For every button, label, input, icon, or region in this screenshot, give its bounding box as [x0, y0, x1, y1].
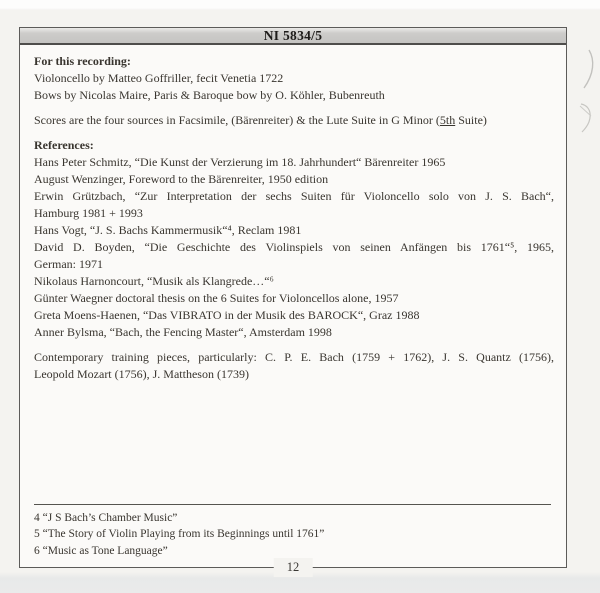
catalog-number-bar [20, 28, 566, 45]
reference-item: Hans Vogt, “J. S. Bachs Kammermusik“⁴, Reclam 1981 [34, 223, 302, 237]
reference-item: Anner Bylsma, “Bach, the Fencing Master“, Amsterdam 1998 [34, 325, 332, 339]
page-content [20, 45, 566, 383]
reference-item: Greta Moens-Haenen, “Das VIBRATO in der Musik des BAROCK“, Graz 1988 [34, 308, 420, 322]
reference-item: Günter Waegner doctoral thesis on the 6 Suites for Violoncellos alone, 1957 [34, 291, 399, 305]
reference-item-continuation: German: 1971 [34, 257, 103, 271]
reference-item: Nikolaus Harnoncourt, “Musik als Klangrede…“⁶ [34, 274, 274, 288]
catalog-number: NI 5834/5 [263, 28, 323, 43]
recording-line: Violoncello by Matteo Goffriller, fecit Venetia 1722 [34, 71, 284, 85]
scores-text-pre: Scores are the four sources in Facsimile, (Bärenreiter) & the Lute Suite in G Minor ( [34, 113, 440, 127]
training-pieces-section [34, 349, 554, 383]
footnote: 6 “Music as Tone Language” [34, 544, 168, 557]
training-pieces-line: Contemporary training pieces, particularly: C. P. E. Bach (1759 + 1762), J. S. Quantz (1756), [34, 350, 554, 364]
footnotes-section [34, 504, 556, 560]
page-number: 12 [274, 558, 313, 577]
scores-line [34, 112, 554, 129]
reference-item: August Wenzinger, Foreword to the Bärenreiter, 1950 edition [34, 172, 329, 186]
footnote-separator-rule [34, 504, 551, 505]
reference-item-continuation: Hamburg 1981 + 1993 [34, 206, 143, 220]
recording-section [34, 53, 554, 104]
reference-item: David D. Boyden, “Die Geschichte des Violinspiels von seinen Anfängen bis 1761“⁵, 1965, [34, 240, 554, 254]
recording-line: Bows by Nicolas Maire, Paris & Baroque bow by O. Köhler, Bubenreuth [34, 88, 385, 102]
references-heading: References: [34, 138, 94, 152]
reference-item: Hans Peter Schmitz, “Die Kunst der Verzierung im 18. Jahrhundert“ Bärenreiter 1965 [34, 155, 446, 169]
recording-heading: For this recording: [34, 54, 131, 68]
scores-text-underlined: 5th [439, 113, 456, 127]
references-section [34, 137, 554, 341]
footnote: 5 “The Story of Violin Playing from its Beginnings until 1761” [34, 528, 325, 540]
footnote: 4 “J S Bach’s Chamber Music” [34, 511, 178, 524]
scan-artifact-marks [567, 46, 599, 156]
scores-section [34, 112, 554, 129]
scores-text-post: Suite) [455, 113, 487, 127]
booklet-page-box [19, 27, 567, 574]
reference-item: Erwin Grützbach, “Zur Interpretation der sechs Suiten für Violoncello solo von J. S. Bach“, [34, 189, 554, 203]
training-pieces-line: Leopold Mozart (1756), J. Mattheson (1739) [34, 367, 249, 381]
